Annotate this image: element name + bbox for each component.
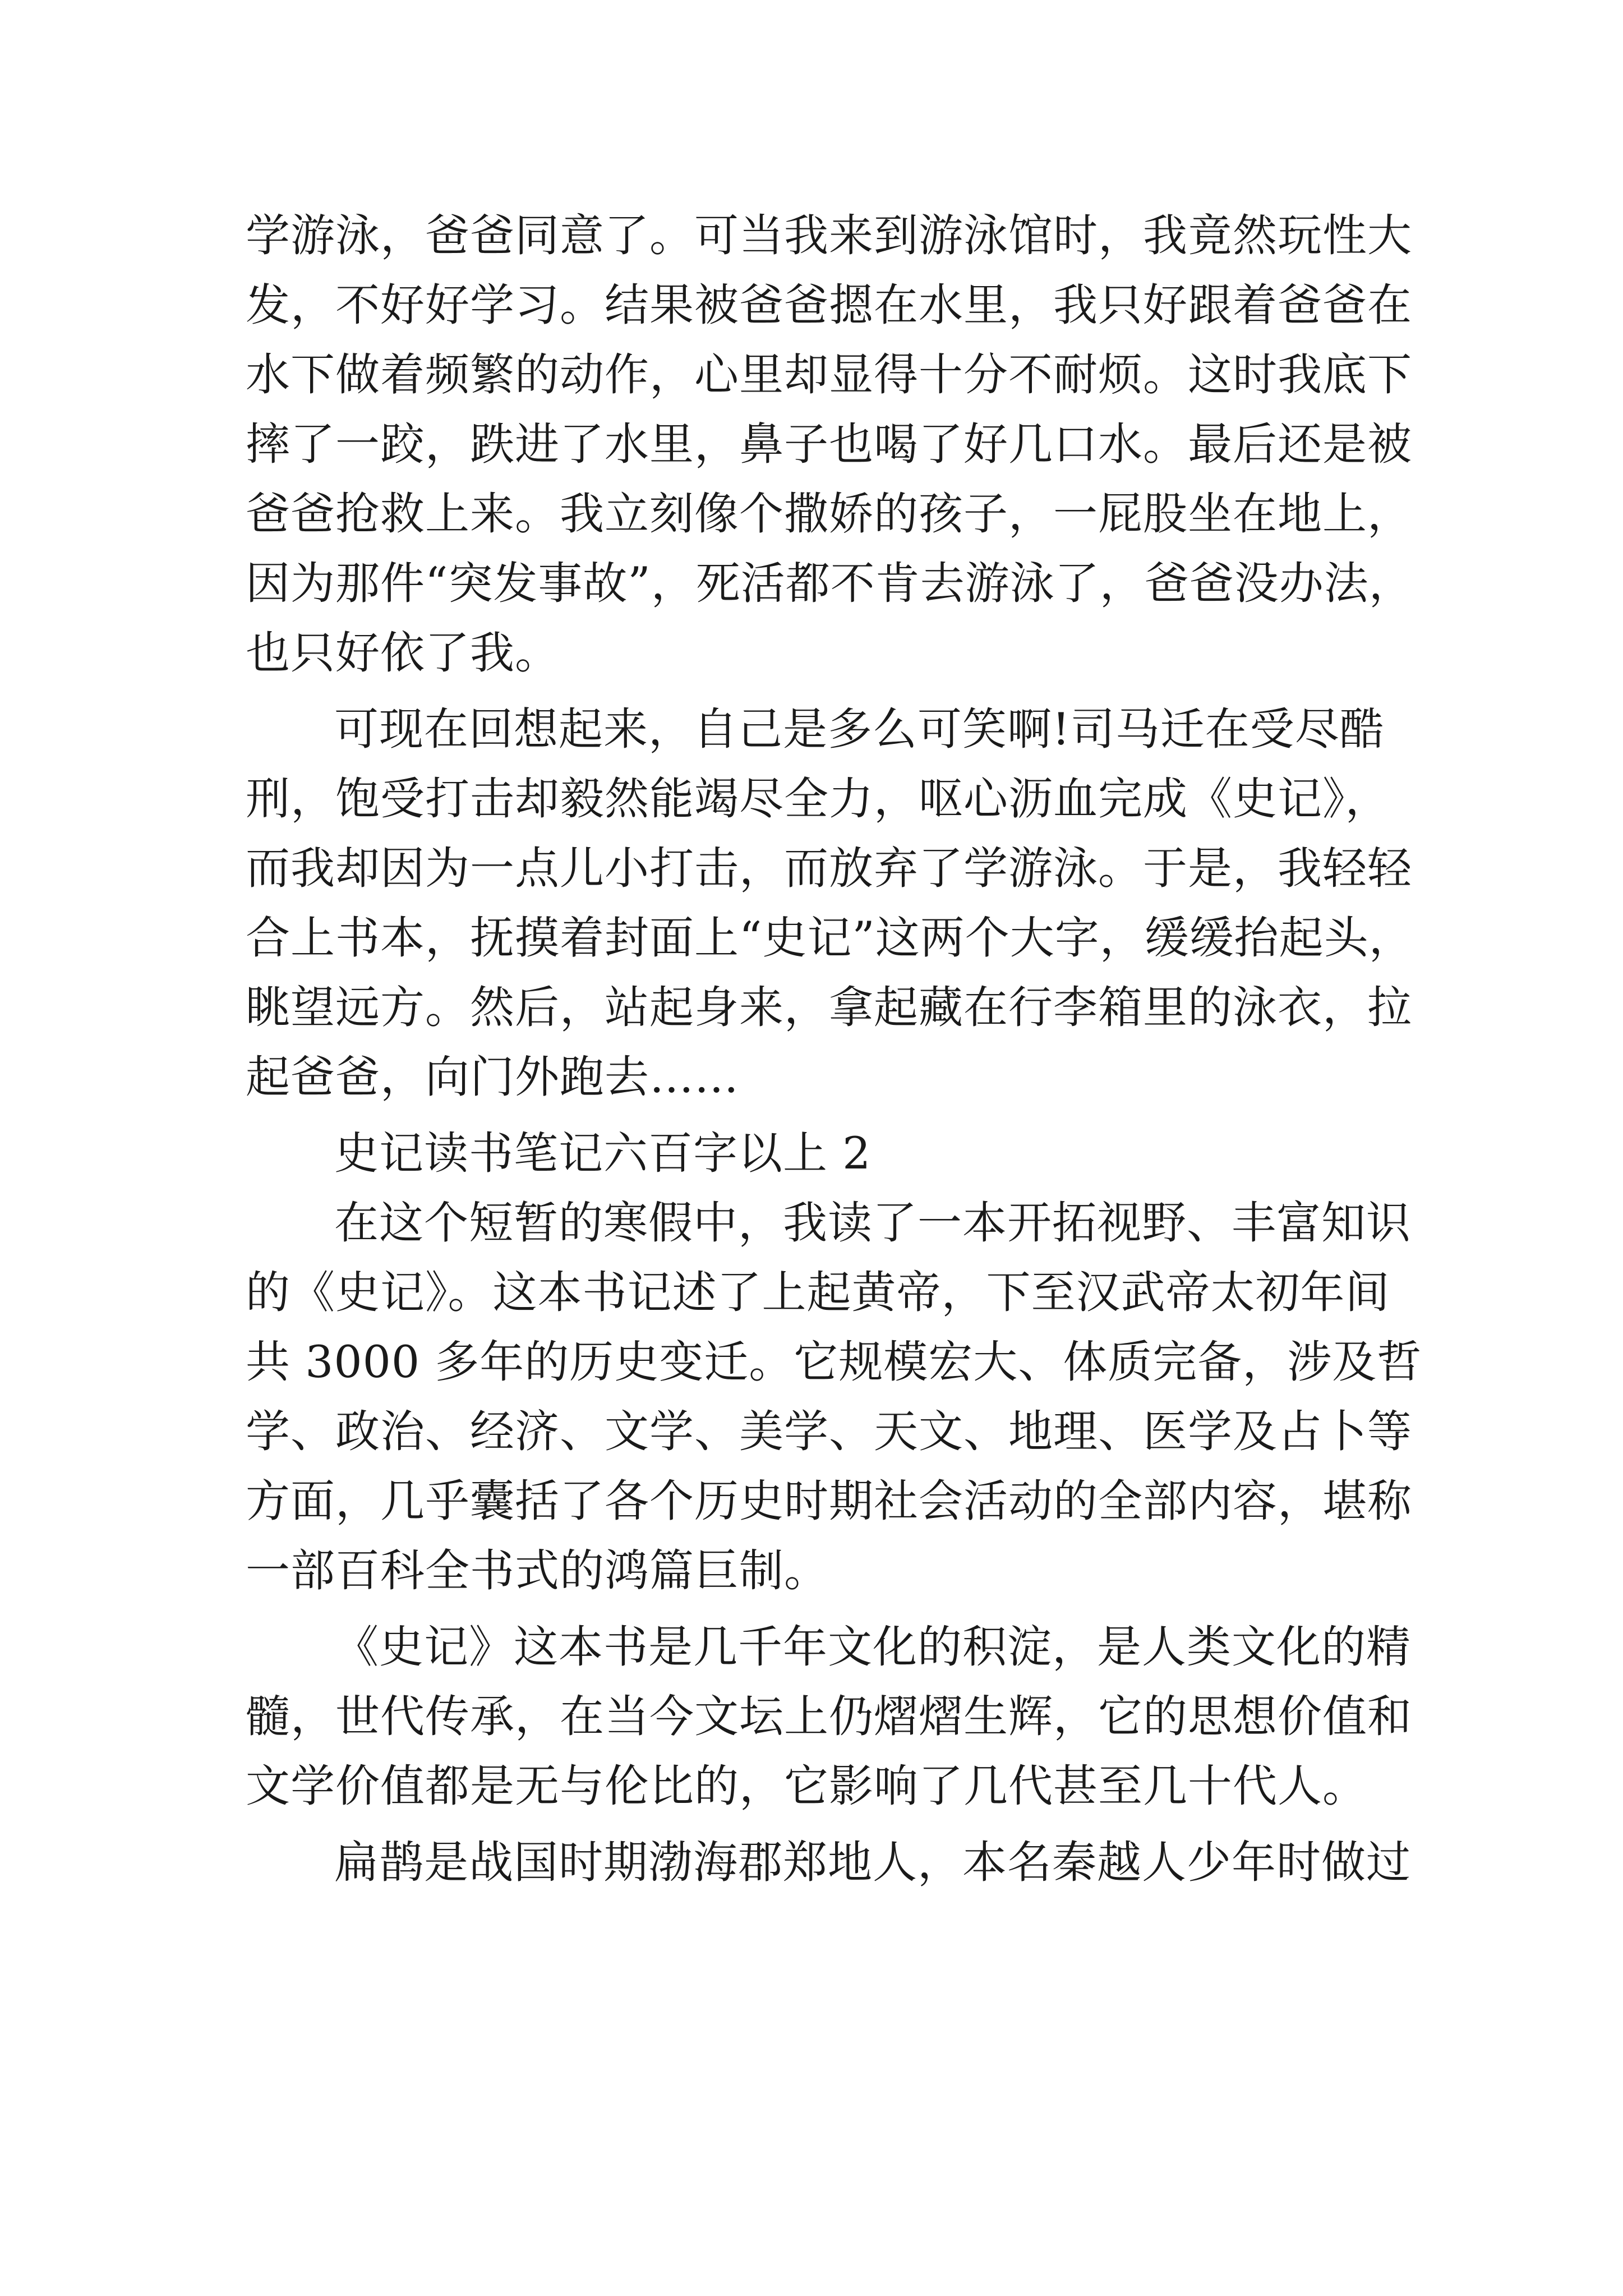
paragraph xyxy=(246,201,1414,688)
text-line: 学、政治、经济、文学、美学、天文、地理、医学及占卜等 xyxy=(246,1406,1412,1457)
text-line: 刑，饱受打击却毅然能竭尽全力，呕心沥血完成《史记》， xyxy=(246,773,1390,825)
text-line: 爸爸抢救上来。我立刻像个撒娇的孩子，一屁股坐在地上， xyxy=(246,488,1412,540)
text-line: 的《史记》。这本书记述了上起黄帝，下至汉武帝太初年间 xyxy=(246,1267,1390,1318)
text-line: 发，不好好学习。结果被爸爸摁在水里，我只好跟着爸爸在 xyxy=(246,279,1412,331)
text-line: 扁鹊是战国时期渤海郡郑地人，本名秦越人少年时做过 xyxy=(334,1837,1411,1888)
heading-text: 史记读书笔记六百字以上 2 xyxy=(334,1128,872,1179)
paragraph-spacer xyxy=(246,1112,1384,1119)
text-line: 共 3000 多年的历史变迁。它规模宏大、体质完备，涉及哲 xyxy=(246,1336,1422,1388)
paragraph xyxy=(246,694,1414,1112)
document-body xyxy=(246,201,1422,1897)
text-line: 起爸爸，向门外跑去…… xyxy=(246,1051,739,1103)
text-line: 髓，世代传承，在当今文坛上仍熠熠生辉，它的思想价值和 xyxy=(246,1691,1412,1742)
text-line: 摔了一跤，跌进了水里，鼻子也喝了好几口水。最后还是被 xyxy=(246,418,1412,470)
text-line: 眺望远方。然后，站起身来，拿起藏在行李箱里的泳衣，拉 xyxy=(246,982,1412,1033)
text-line: 而我却因为一点儿小打击，而放弃了学游泳。于是，我轻轻 xyxy=(246,843,1412,894)
paragraph-spacer xyxy=(246,1605,1384,1612)
text-line: 水下做着频繁的动作，心里却显得十分不耐烦。这时我底下 xyxy=(246,349,1412,401)
text-line: 可现在回想起来，自己是多么可笑啊!司马迁在受尽酷 xyxy=(334,703,1385,755)
paragraph xyxy=(246,1612,1412,1821)
paragraph-spacer xyxy=(246,1821,1384,1828)
text-line: 学游泳，爸爸同意了。可当我来到游泳馆时，我竟然玩性大 xyxy=(246,210,1412,261)
text-line: 因为那件“突发事故”，死活都不肯去游泳了，爸爸没办法， xyxy=(246,558,1414,609)
paragraph xyxy=(246,1188,1422,1605)
text-line: 合上书本，抚摸着封面上“史记”这两个大字，缓缓抬起头， xyxy=(246,912,1414,964)
section-heading xyxy=(246,1119,1384,1188)
paragraph-spacer xyxy=(246,688,1384,694)
text-line: 《史记》这本书是几千年文化的积淀，是人类文化的精 xyxy=(334,1621,1411,1673)
text-line: 方面，几乎囊括了各个历史时期社会活动的全部内容，堪称 xyxy=(246,1475,1412,1527)
text-line: 在这个短暂的寒假中，我读了一本开拓视野、丰富知识 xyxy=(334,1197,1411,1249)
text-line: 也只好依了我。 xyxy=(246,627,560,679)
text-line: 一部百科全书式的鸿篇巨制。 xyxy=(246,1545,829,1596)
text-line: 文学价值都是无与伦比的，它影响了几代甚至几十代人。 xyxy=(246,1760,1367,1812)
paragraph xyxy=(246,1828,1411,1897)
